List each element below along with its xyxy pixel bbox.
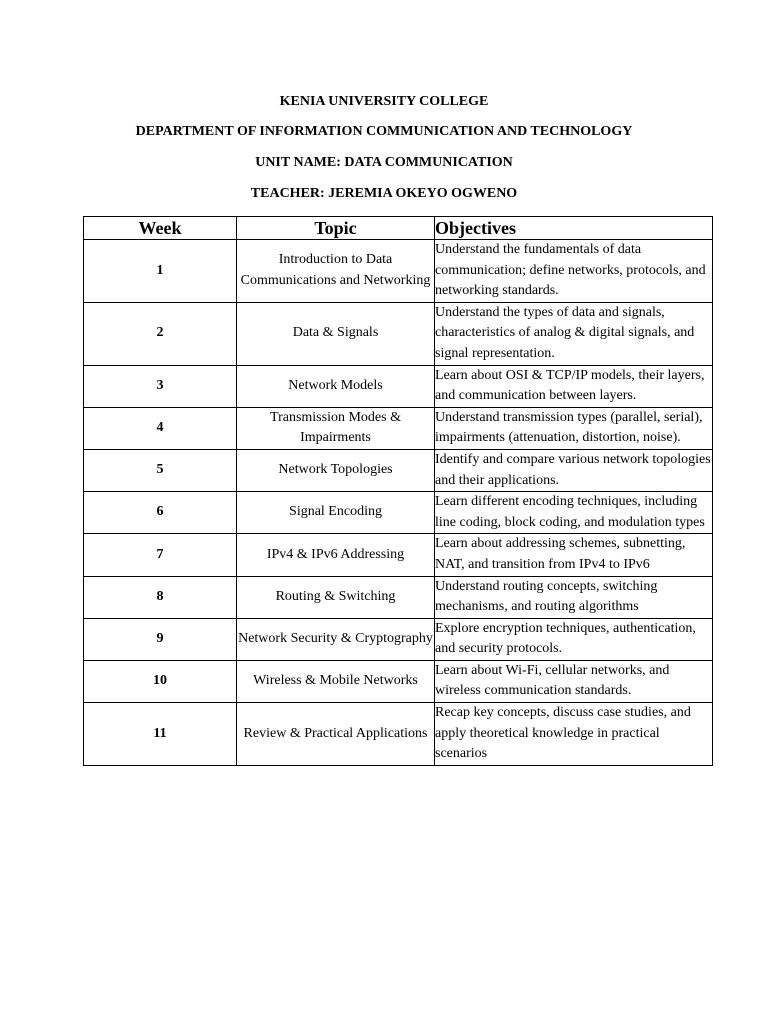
week-number: 4 bbox=[84, 407, 237, 449]
week-topic: Network Security & Cryptography bbox=[237, 618, 435, 660]
week-topic: Review & Practical Applications bbox=[237, 703, 435, 766]
week-number: 9 bbox=[84, 618, 237, 660]
week-topic: Data & Signals bbox=[237, 302, 435, 365]
week-number: 6 bbox=[84, 492, 237, 534]
week-topic: Wireless & Mobile Networks bbox=[237, 660, 435, 702]
week-objective: Learn different encoding techniques, including line coding, block coding, and modulation types bbox=[435, 492, 713, 534]
column-header-topic: Topic bbox=[237, 217, 435, 240]
table-body bbox=[84, 240, 713, 766]
week-topic: Network Models bbox=[237, 365, 435, 407]
week-topic: Signal Encoding bbox=[237, 492, 435, 534]
table-row bbox=[84, 703, 713, 766]
week-objective: Recap key concepts, discuss case studies, and apply theoretical knowledge in practical scenarios bbox=[435, 703, 713, 766]
teacher-name: TEACHER: JEREMIA OKEYO OGWENO bbox=[250, 186, 518, 201]
week-objective: Understand transmission types (parallel, serial), impairments (attenuation, distortion, noise). bbox=[435, 407, 713, 449]
week-objective: Explore encryption techniques, authentication, and security protocols. bbox=[435, 618, 713, 660]
week-topic: Transmission Modes & Impairments bbox=[237, 407, 435, 449]
table-row bbox=[84, 660, 713, 702]
week-objective: Identify and compare various network topologies and their applications. bbox=[435, 449, 713, 491]
institution-title: KENIA UNIVERSITY COLLEGE bbox=[279, 94, 489, 109]
week-number: 10 bbox=[84, 660, 237, 702]
week-topic: IPv4 & IPv6 Addressing bbox=[237, 534, 435, 576]
table-row bbox=[84, 365, 713, 407]
table-header-row bbox=[84, 217, 713, 240]
column-header-week: Week bbox=[84, 217, 237, 240]
week-objective: Understand the fundamentals of data communication; define networks, protocols, and networking standards. bbox=[435, 240, 713, 303]
week-number: 3 bbox=[84, 365, 237, 407]
table-row bbox=[84, 576, 713, 618]
week-number: 8 bbox=[84, 576, 237, 618]
week-objective: Learn about OSI & TCP/IP models, their layers, and communication between layers. bbox=[435, 365, 713, 407]
week-objective: Understand the types of data and signals, characteristics of analog & digital signals, and signal representation. bbox=[435, 302, 713, 365]
week-objective: Learn about Wi-Fi, cellular networks, and wireless communication standards. bbox=[435, 660, 713, 702]
table-row bbox=[84, 302, 713, 365]
syllabus-table bbox=[83, 216, 713, 766]
unit-name: UNIT NAME: DATA COMMUNICATION bbox=[255, 155, 513, 170]
table-row bbox=[84, 407, 713, 449]
week-number: 1 bbox=[84, 240, 237, 303]
table-row bbox=[84, 534, 713, 576]
week-objective: Learn about addressing schemes, subnetting, NAT, and transition from IPv4 to IPv6 bbox=[435, 534, 713, 576]
table-row bbox=[84, 240, 713, 303]
department-title: DEPARTMENT OF INFORMATION COMMUNICATION AND TECHNOLOGY bbox=[135, 124, 633, 139]
week-objective: Understand routing concepts, switching mechanisms, and routing algorithms bbox=[435, 576, 713, 618]
table-row bbox=[84, 449, 713, 491]
week-topic: Introduction to Data Communications and Networking bbox=[237, 240, 435, 303]
week-number: 11 bbox=[84, 703, 237, 766]
week-topic: Network Topologies bbox=[237, 449, 435, 491]
week-number: 5 bbox=[84, 449, 237, 491]
table-row bbox=[84, 492, 713, 534]
week-number: 7 bbox=[84, 534, 237, 576]
table-row bbox=[84, 618, 713, 660]
week-number: 2 bbox=[84, 302, 237, 365]
week-topic: Routing & Switching bbox=[237, 576, 435, 618]
column-header-objectives: Objectives bbox=[435, 217, 713, 240]
